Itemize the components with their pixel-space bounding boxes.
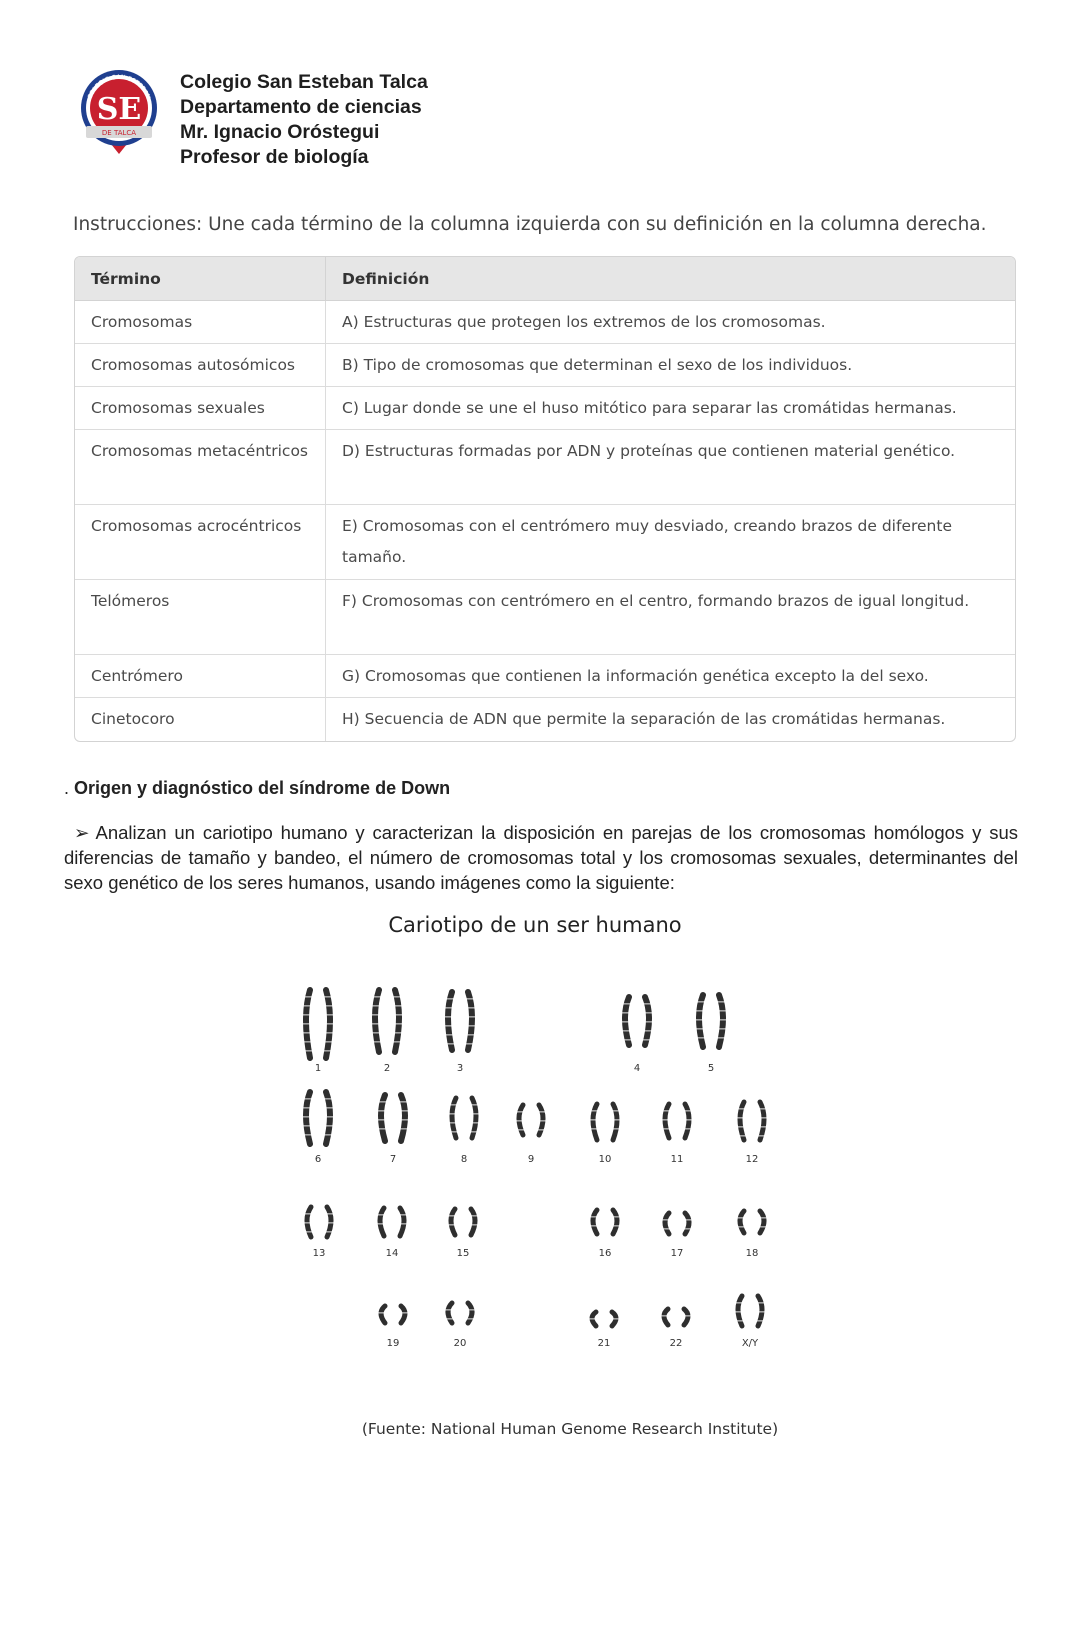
chromosome [371,990,382,1052]
chromosome [399,1208,408,1236]
chromosome-pair [376,1208,408,1259]
term-cell: Cromosomas sexuales [75,387,326,430]
chromosome [401,1306,409,1323]
term-cell: Cromosomas autosómicos [75,344,326,387]
chromosome-label: 11 [670,1154,684,1165]
chromosome-label: 2 [383,1063,391,1074]
definition-cell: G) Cromosomas que contienen la información genética excepto la del sexo. [326,655,1016,698]
chromosome-label: 13 [312,1248,326,1259]
chromosome-pair [695,995,727,1074]
chromosome [734,1296,743,1326]
chromosome [661,1104,671,1138]
column-header-definition: Definición [326,257,1016,301]
chromosome-label: 18 [745,1248,759,1259]
chromosome-pair [448,1098,480,1165]
chromosome-label: 10 [598,1154,612,1165]
teacher-name: Mr. Ignacio Oróstegui [180,121,380,143]
column-header-term: Término [75,257,326,301]
chromosome-pair [447,1209,479,1259]
school-name: Colegio San Esteban Talca [180,71,428,93]
chromosome [392,990,403,1052]
instructions-text: Instrucciones: Une cada término de la columna izquierda con su definición en la columna derecha. [73,214,987,235]
chromosome [302,990,313,1058]
term-cell: Cinetocoro [75,698,326,741]
chromosome-pair [588,1312,620,1349]
chromosome-label: 5 [707,1063,715,1074]
chromosome [683,1104,693,1138]
chromosome [737,1211,745,1233]
chromosome-pair [737,1211,768,1259]
chromosome-label: 16 [598,1248,612,1259]
logo-text-top: COLEGIO SAN ESTEBAN [86,73,152,101]
chromosome [662,1213,670,1234]
chromosome [448,1098,458,1138]
chromosome-pair [662,1213,693,1259]
chromosome [323,990,334,1058]
chromosome-pair [734,1296,766,1349]
logo-initials: SE [96,92,142,127]
chromosome-label: X/Y [741,1338,759,1349]
chromosome [758,1102,768,1140]
section-heading: Origen y diagnóstico del síndrome de Down [74,778,451,798]
chromosome [444,992,454,1050]
chromosome-pair [377,1095,409,1165]
chromosome-label: 8 [460,1154,468,1165]
chromosome [660,1309,668,1325]
chromosome-pair [303,1207,335,1259]
chromosome [326,1207,335,1237]
chromosome-pair [589,1104,621,1165]
chromosome [612,1312,620,1326]
chromosome [611,1104,621,1140]
chromosome-pair [302,1092,334,1165]
chromosome [324,1092,334,1144]
chromosome [717,995,727,1047]
definition-cell: A) Estructuras que protegen los extremos de los cromosomas. [326,301,1016,344]
chromosome-pair [589,1210,621,1259]
definition-cell: D) Estructuras formadas por ADN y proteínas que contienen material genético. [326,430,1016,505]
chromosome [377,1306,385,1323]
chromosome-pair [445,1303,476,1349]
chromosome [445,1303,453,1323]
definition-cell: E) Cromosomas con el centrómero muy desviado, creando brazos de diferente tamaño. [326,505,1016,580]
definition-cell: B) Tipo de cromosomas que determinan el sexo de los individuos. [326,344,1016,387]
image-source: (Fuente: National Human Genome Research Institute) [361,1420,779,1438]
chromosome [589,1104,599,1140]
chromosome [376,1208,385,1236]
chromosome-label: 4 [633,1063,641,1074]
section-prefix: . [64,778,75,798]
chromosome [684,1309,692,1325]
term-cell: Cromosomas metacéntricos [75,430,326,505]
definition-cell: C) Lugar donde se une el huso mitótico para separar las cromátidas hermanas. [326,387,1016,430]
term-cell: Centrómero [75,655,326,698]
department: Departamento de ciencias [180,96,422,118]
chromosome [302,1092,312,1144]
chromosome-pair [660,1309,692,1349]
chromosome-label: 1 [314,1063,322,1074]
chromosome-label: 21 [597,1338,611,1349]
chromosome-pair [621,997,653,1074]
chromosome-label: 7 [389,1154,397,1165]
chromosome-label: 19 [386,1338,400,1349]
chromosome [470,1098,480,1138]
term-cell: Telómeros [75,580,326,655]
chromosome-pair [377,1306,408,1349]
term-cell: Cromosomas [75,301,326,344]
chromosome [589,1210,598,1234]
chromosome [303,1207,312,1237]
chromosome [465,992,475,1050]
chromosome-label: 22 [669,1338,683,1349]
chromosome-label: 9 [527,1154,535,1165]
chromosome-label: 3 [456,1063,464,1074]
chromosome-label: 17 [670,1248,684,1259]
definition-cell: H) Secuencia de ADN que permite la separación de las cromátidas hermanas. [326,698,1016,741]
karyotype-title: Cariotipo de un ser humano [388,913,682,937]
teacher-role: Profesor de biología [180,146,369,168]
chromosome [695,995,705,1047]
chromosome-label: 20 [453,1338,467,1349]
chromosome [612,1210,621,1234]
chromosome [447,1209,456,1235]
chromosome [684,1213,692,1234]
chromosome [377,1095,387,1141]
chromosome-label: 12 [745,1154,759,1165]
chromosome [588,1312,596,1326]
chromosome-pair [736,1102,768,1165]
chromosome-label: 14 [385,1248,399,1259]
chromosome [467,1303,475,1323]
chromosome [399,1095,409,1141]
chromosome [736,1102,746,1140]
chromosome-pair [661,1104,693,1165]
chromosome-label: 15 [456,1248,470,1259]
chromosome [643,997,653,1045]
chromosome [759,1211,767,1233]
chromosome-pair [371,990,403,1074]
chromosome-label: 6 [314,1154,322,1165]
logo-text-bottom: DE TALCA [101,129,137,137]
term-cell: Cromosomas acrocéntricos [75,505,326,580]
paragraph-text: Analizan un cariotipo humano y caracterizan la disposición en parejas de los cromosomas homólogos y sus diferencias de tamaño y bandeo, el número de cromosomas total y los cromosomas sexuales, determinantes del sexo genético de los seres humanos, usando imágenes como la siguiente: [64,822,1018,893]
chromosome [621,997,631,1045]
chromosome-pair [515,1105,547,1165]
chromosome [757,1296,766,1326]
chromosome [470,1209,479,1235]
bullet-arrow-icon: ➢ [74,822,90,843]
chromosome-pair [302,990,334,1074]
chromosome [538,1105,547,1135]
chromosome [515,1105,524,1135]
definition-cell: F) Cromosomas con centrómero en el centro, formando brazos de igual longitud. [326,580,1016,655]
chromosome-pair [444,992,476,1074]
